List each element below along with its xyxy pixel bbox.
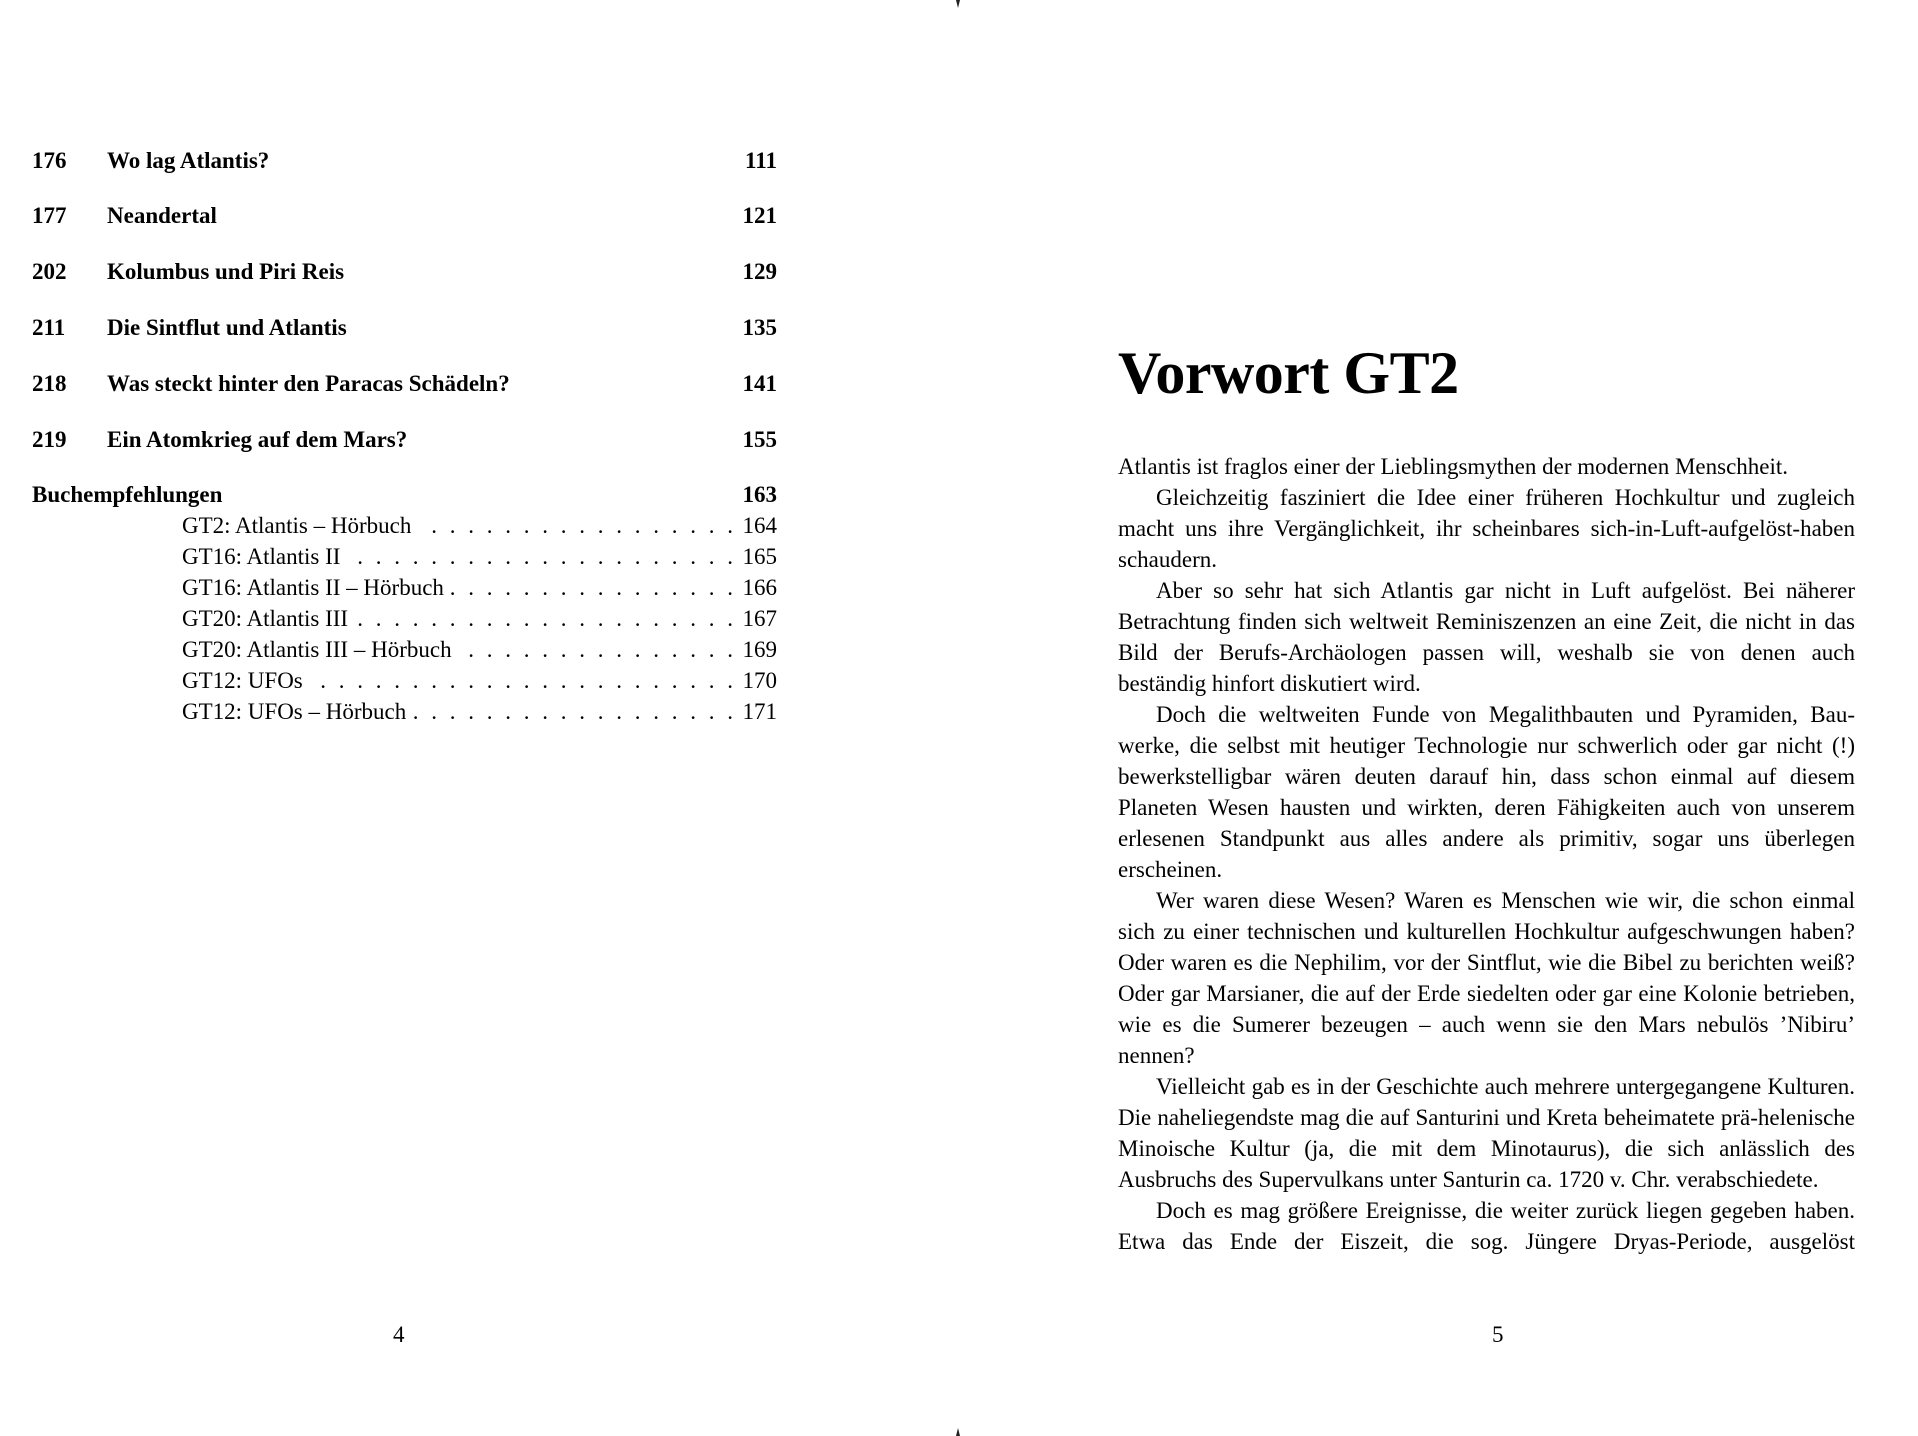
toc-sub-entry-title: GT16: Atlantis II – Hörbuch <box>182 573 450 603</box>
toc-sub-entry[interactable] <box>182 604 777 634</box>
toc-sub-entry[interactable] <box>182 573 777 603</box>
toc-entry[interactable] <box>32 425 777 455</box>
paragraph: Doch die weltweiten Funde von Megalithbauten und Pyramiden, Bauwerke, die selbst mit heutiger Technologie nur schwerlich oder gar nicht (!) bewerkstelligbar wären deuten darauf hin, dass schon einmal auf diesem Planeten Wesen hausten und wirkten, deren Fähigkeiten auch von unserem erlesenen Standpunkt aus alles andere als primitiv, sogar uns überlegen erscheinen. <box>1118 702 1855 882</box>
page-number-left: 4 <box>393 1322 405 1347</box>
toc-entry[interactable] <box>32 313 777 343</box>
body-text <box>1118 451 1855 1257</box>
toc-entry[interactable] <box>32 201 777 231</box>
dot-leader <box>412 697 733 727</box>
toc-section-buchempfehlungen[interactable] <box>32 480 777 510</box>
dot-leader <box>346 542 733 572</box>
toc-entry-number: 202 <box>32 259 67 284</box>
toc-entry-number: 219 <box>32 427 67 452</box>
toc-entry-number: 176 <box>32 148 67 173</box>
toc-entry-page: 141 <box>742 371 777 396</box>
dot-leader <box>450 573 733 603</box>
toc-entry-page: 111 <box>745 148 777 173</box>
paragraph: Doch es mag größere Ereignisse, die weiter zurück liegen gegeben haben. Etwa das Ende der Eiszeit, die sog. Jüngere Dryas-Periode, ausgelöst <box>1118 1198 1855 1254</box>
toc-sub-entry-title: GT20: Atlantis III <box>182 604 354 634</box>
toc-sub-entry[interactable] <box>182 666 777 696</box>
toc-sub-entry-title: GT12: UFOs – Hörbuch <box>182 697 412 727</box>
toc-entry[interactable] <box>32 257 777 287</box>
toc-entry-title: Kolumbus und Piri Reis <box>107 259 345 284</box>
toc-entry-number: 177 <box>32 203 67 228</box>
toc-sub-entry-page: 169 <box>742 637 777 662</box>
paragraph: Gleichzeitig fasziniert die Idee einer früheren Hochkultur und zugleich macht uns ihre Vergänglichkeit, ihr scheinbares sich-in-Luft-aufgelöst-haben schaudern. <box>1118 485 1855 572</box>
page-number-right: 5 <box>1492 1322 1504 1347</box>
toc-sub-entry[interactable] <box>182 635 777 665</box>
chapter-title: Vorwort GT2 <box>1118 340 1459 407</box>
toc-entry[interactable] <box>32 146 777 176</box>
toc-entry-page: 121 <box>742 203 777 228</box>
toc-entry-number: 218 <box>32 371 67 396</box>
toc-sub-entry-title: GT16: Atlantis II <box>182 542 346 572</box>
toc-sub-entry-page: 166 <box>742 575 777 600</box>
toc-sub-entry-page: 167 <box>742 606 777 631</box>
dot-leader <box>458 635 733 665</box>
toc-entry-title: Was steckt hinter den Paracas Schädeln? <box>107 371 510 396</box>
dot-leader <box>309 666 733 696</box>
paragraph: Vielleicht gab es in der Geschichte auch mehrere untergegangene Kulturen. Die naheliegendste mag die auf Santurini und Kreta beheimatete prä-helenische Minoische Kultur (ja, die mit dem Minotaurus), die sich anlässlich des Ausbruchs des Supervulkans unter Santurin ca. 1720 v. Chr. verabschiedete. <box>1118 1074 1855 1192</box>
paragraph: Wer waren diese Wesen? Waren es Menschen wie wir, die schon einmal sich zu einer technischen und kulturellen Hochkultur aufgeschwungen haben? Oder waren es die Nephilim, vor der Sintflut, wie die Bibel zu berichten weiß? Oder gar Marsianer, die auf der Erde siedelten oder gar eine Kolonie betrieben, wie es die Sumerer bezeugen – auch wenn sie den Mars nebulös ’Nibiru’ nennen? <box>1118 888 1855 1068</box>
toc-sub-entry-title: GT12: UFOs <box>182 666 309 696</box>
toc-entry[interactable] <box>32 369 777 399</box>
toc-sub-entry-page: 171 <box>742 699 777 724</box>
dot-leader <box>354 604 733 634</box>
toc-entry-page: 129 <box>742 259 777 284</box>
toc-sub-entry-title: GT2: Atlantis – Hörbuch <box>182 511 417 541</box>
paragraph: Atlantis ist fraglos einer der Lieblingsmythen der modernen Menschheit. <box>1118 454 1789 479</box>
toc-section-title: Buchempfehlungen <box>32 482 223 507</box>
toc-sub-entry[interactable] <box>182 697 777 727</box>
toc-sub-entry[interactable] <box>182 511 777 541</box>
toc-sub-entry-page: 164 <box>742 513 777 538</box>
paragraph: Aber so sehr hat sich Atlantis gar nicht in Luft aufgelöst. Bei näherer Betrachtung finden sich weltweit Reminiszenzen an eine Zeit, die nicht in das Bild der Berufs-Archäologen passen will, weshalb sie von denen auch beständig hinfort diskutiert wird. <box>1118 578 1855 696</box>
dot-leader <box>417 511 733 541</box>
toc-entry-title: Wo lag Atlantis? <box>107 148 270 173</box>
toc-entry-page: 155 <box>742 427 777 452</box>
toc-sub-entry-page: 170 <box>742 668 777 693</box>
toc-sub-entry-title: GT20: Atlantis III – Hörbuch <box>182 635 458 665</box>
toc-sub-entry-page: 165 <box>742 544 777 569</box>
toc-entry-page: 135 <box>742 315 777 340</box>
toc-entry-number: 211 <box>32 315 66 340</box>
toc-sub-entry[interactable] <box>182 542 777 572</box>
toc-entry-title: Ein Atomkrieg auf dem Mars? <box>107 427 408 452</box>
toc-entry-title: Die Sintflut und Atlantis <box>107 315 347 340</box>
toc-section-page: 163 <box>742 482 777 507</box>
toc-entry-title: Neandertal <box>107 203 217 228</box>
